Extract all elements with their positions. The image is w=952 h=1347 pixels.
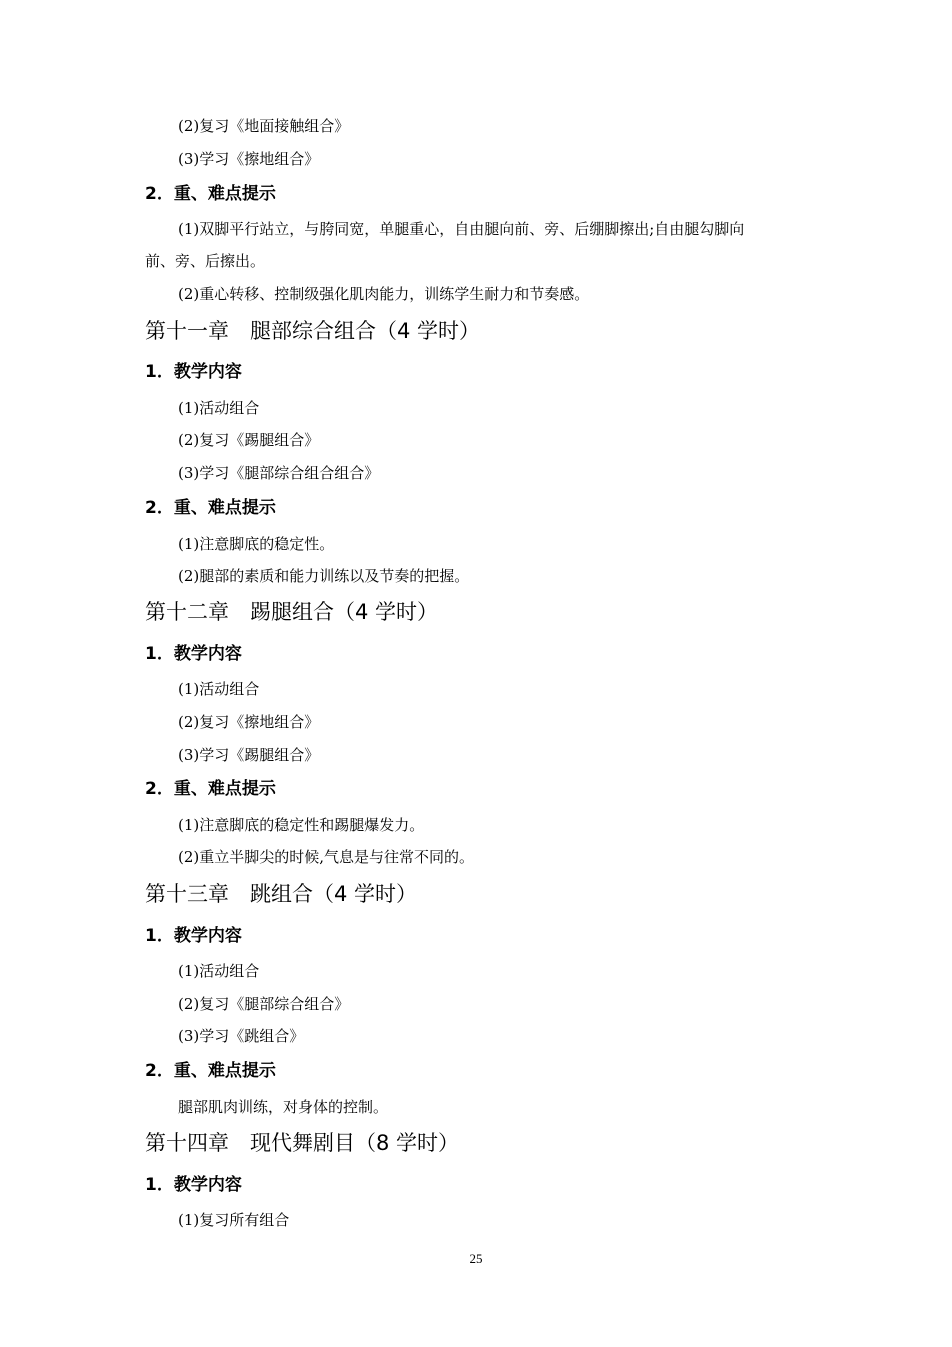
paragraph: 腿部肌肉训练，对身体的控制。 [178,1098,389,1116]
list-item: (3)学习《跳组合》 [178,1027,305,1045]
list-item: (1)活动组合 [178,680,260,698]
section-heading: 2．重、难点提示 [145,1061,276,1081]
list-item: (2)复习《踢腿组合》 [178,431,320,449]
list-item: (2)复习《腿部综合组合》 [178,995,350,1013]
list-item: (1)注意脚底的稳定性和踢腿爆发力。 [178,816,425,834]
list-item: (2)重心转移、控制级强化肌肉能力，训练学生耐力和节奏感。 [178,285,590,303]
list-item: (3)学习《踢腿组合》 [178,746,320,764]
chapter-heading: 第十四章 现代舞剧目（8 学时） [145,1131,460,1155]
list-item: (2)腿部的素质和能力训练以及节奏的把握。 [178,567,470,585]
section-heading: 2．重、难点提示 [145,184,276,204]
section-heading: 2．重、难点提示 [145,498,276,518]
section-heading: 1．教学内容 [145,644,242,664]
chapter-heading: 第十三章 跳组合（4 学时） [145,882,418,906]
list-item: (2)复习《地面接触组合》 [178,117,350,135]
list-item: (1)活动组合 [178,399,260,417]
list-item: (3)学习《擦地组合》 [178,150,320,168]
chapter-heading: 第十一章 腿部综合组合（4 学时） [145,319,481,343]
paragraph-continuation: 前、旁、后擦出。 [145,252,266,270]
section-heading: 2．重、难点提示 [145,779,276,799]
list-item: (2)复习《擦地组合》 [178,713,320,731]
paragraph: (1)双脚平行站立，与胯同宽，单腿重心，自由腿向前、旁、后绷脚擦出;自由腿勾脚向 [178,220,745,238]
list-item: (3)学习《腿部综合组合组合》 [178,464,380,482]
section-heading: 1．教学内容 [145,1175,242,1195]
list-item: (2)重立半脚尖的时候,气息是与往常不同的。 [178,848,475,866]
chapter-heading: 第十二章 踢腿组合（4 学时） [145,600,439,624]
section-heading: 1．教学内容 [145,362,242,382]
list-item: (1)复习所有组合 [178,1211,290,1229]
list-item: (1)注意脚底的稳定性。 [178,535,335,553]
section-heading: 1．教学内容 [145,926,242,946]
page-number: 25 [469,1251,483,1266]
list-item: (1)活动组合 [178,962,260,980]
